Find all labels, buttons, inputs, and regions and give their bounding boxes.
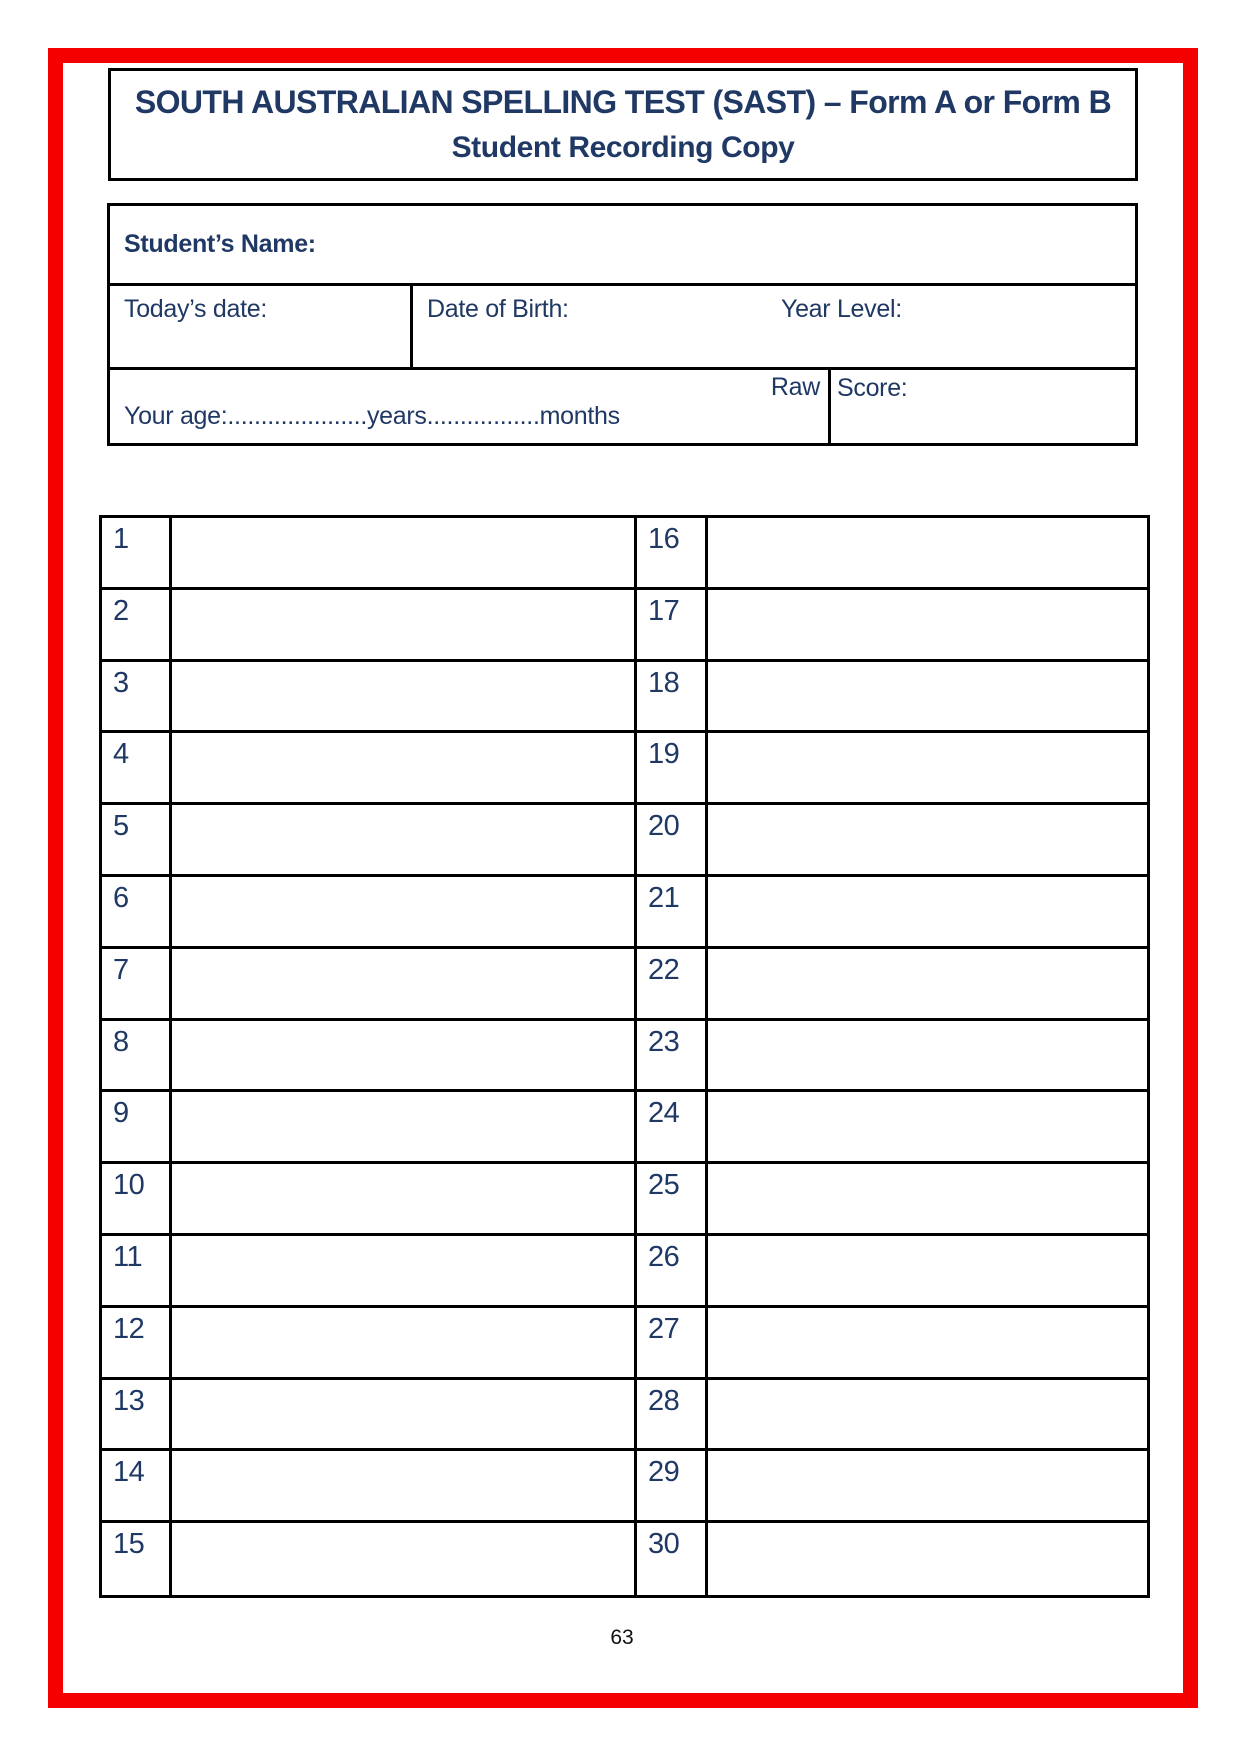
dob-year-cell [413, 286, 1135, 367]
word-number-left: 10 [102, 1164, 172, 1236]
word-number-left: 1 [102, 518, 172, 590]
word-number-right: 17 [637, 590, 708, 662]
word-number-left: 15 [102, 1523, 172, 1595]
word-blank-right [708, 590, 1147, 662]
word-blank-left [172, 1451, 637, 1523]
word-number-right: 21 [637, 877, 708, 949]
word-number-right: 22 [637, 949, 708, 1021]
word-number-right: 23 [637, 1021, 708, 1093]
score-label: Score: [837, 374, 908, 402]
word-blank-right [708, 1092, 1147, 1164]
word-number-right: 19 [637, 733, 708, 805]
word-number-left: 4 [102, 733, 172, 805]
word-number-left: 6 [102, 877, 172, 949]
word-number-left: 8 [102, 1021, 172, 1093]
word-number-right: 30 [637, 1523, 708, 1595]
word-blank-right [708, 1523, 1147, 1595]
word-blank-left [172, 518, 637, 590]
word-blank-right [708, 1164, 1147, 1236]
year-level-label: Year Level: [781, 295, 902, 323]
word-blank-right [708, 1236, 1147, 1308]
word-number-left: 13 [102, 1380, 172, 1452]
word-blank-right [708, 733, 1147, 805]
your-age-label: Your age:.....................years.................months [124, 402, 620, 430]
word-blank-left [172, 1236, 637, 1308]
word-number-left: 12 [102, 1308, 172, 1380]
word-number-right: 18 [637, 662, 708, 734]
word-blank-left [172, 733, 637, 805]
word-number-left: 14 [102, 1451, 172, 1523]
word-table [99, 515, 1150, 1598]
word-blank-right [708, 877, 1147, 949]
word-number-right: 29 [637, 1451, 708, 1523]
word-number-left: 3 [102, 662, 172, 734]
word-blank-right [708, 1380, 1147, 1452]
age-cell [110, 370, 831, 443]
word-number-right: 27 [637, 1308, 708, 1380]
word-blank-left [172, 1092, 637, 1164]
word-number-right: 20 [637, 805, 708, 877]
score-cell [831, 370, 1135, 443]
title-box [108, 68, 1138, 181]
word-blank-right [708, 1451, 1147, 1523]
word-number-right: 26 [637, 1236, 708, 1308]
word-number-left: 7 [102, 949, 172, 1021]
date-dob-year-row [110, 286, 1135, 370]
word-blank-right [708, 805, 1147, 877]
word-blank-left [172, 805, 637, 877]
document-title: SOUTH AUSTRALIAN SPELLING TEST (SAST) – Form A or Form B [134, 84, 1112, 120]
raw-label: Raw [770, 373, 820, 401]
word-number-left: 9 [102, 1092, 172, 1164]
word-blank-left [172, 1164, 637, 1236]
word-blank-right [708, 662, 1147, 734]
word-blank-left [172, 662, 637, 734]
page-number: 63 [610, 1626, 634, 1649]
word-number-right: 16 [637, 518, 708, 590]
age-rawscore-row [110, 370, 1135, 443]
document-subtitle: Student Recording Copy [451, 131, 795, 164]
word-blank-left [172, 1308, 637, 1380]
word-number-right: 25 [637, 1164, 708, 1236]
word-blank-right [708, 1021, 1147, 1093]
word-blank-right [708, 1308, 1147, 1380]
student-name-label: Student’s Name: [124, 230, 316, 258]
todays-date-label: Today’s date: [124, 295, 267, 323]
word-number-right: 28 [637, 1380, 708, 1452]
word-number-right: 24 [637, 1092, 708, 1164]
word-blank-left [172, 949, 637, 1021]
word-number-left: 11 [102, 1236, 172, 1308]
todays-date-cell [110, 286, 413, 367]
word-blank-left [172, 1523, 637, 1595]
student-info-box [107, 203, 1138, 446]
student-name-row [110, 206, 1135, 286]
word-number-left: 2 [102, 590, 172, 662]
date-of-birth-label: Date of Birth: [427, 295, 569, 323]
word-blank-left [172, 1380, 637, 1452]
word-blank-right [708, 518, 1147, 590]
word-number-left: 5 [102, 805, 172, 877]
word-blank-right [708, 949, 1147, 1021]
word-blank-left [172, 1021, 637, 1093]
word-blank-left [172, 590, 637, 662]
word-blank-left [172, 877, 637, 949]
